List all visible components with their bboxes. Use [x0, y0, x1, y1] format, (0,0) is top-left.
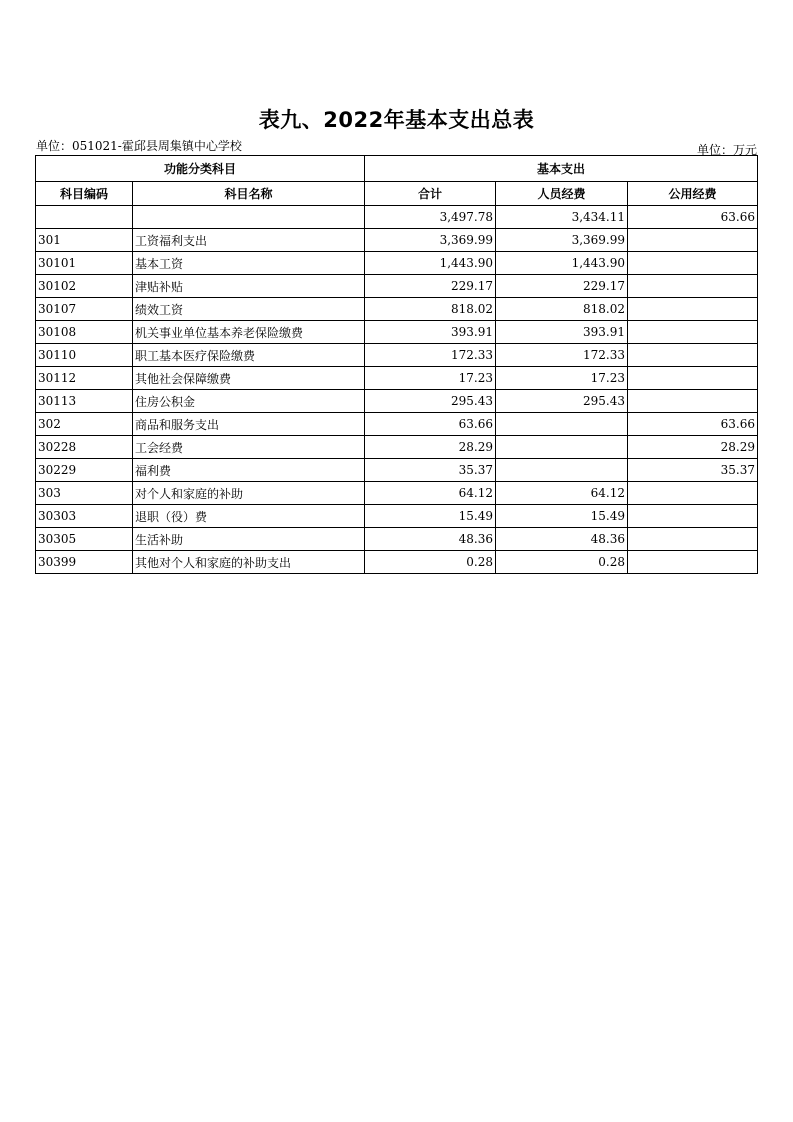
table-body	[36, 206, 758, 574]
cell-public	[628, 367, 758, 390]
header-total: 合计	[365, 182, 496, 206]
cell-name: 津贴补贴	[133, 275, 365, 298]
table-row	[36, 275, 758, 298]
cell-total: 172.33	[365, 344, 496, 367]
cell-personnel: 0.28	[496, 551, 628, 574]
cell-code: 30101	[36, 252, 133, 275]
cell-personnel: 1,443.90	[496, 252, 628, 275]
header-basic-expenditure: 基本支出	[365, 156, 758, 182]
cell-public	[628, 229, 758, 252]
table-row	[36, 229, 758, 252]
table-row	[36, 413, 758, 436]
cell-personnel: 229.17	[496, 275, 628, 298]
header-personnel: 人员经费	[496, 182, 628, 206]
cell-name: 工资福利支出	[133, 229, 365, 252]
cell-public: 63.66	[628, 206, 758, 229]
cell-personnel: 48.36	[496, 528, 628, 551]
cell-code: 301	[36, 229, 133, 252]
cell-name: 绩效工资	[133, 298, 365, 321]
table-row	[36, 298, 758, 321]
cell-public: 35.37	[628, 459, 758, 482]
table-row	[36, 390, 758, 413]
cell-total: 3,497.78	[365, 206, 496, 229]
cell-name: 商品和服务支出	[133, 413, 365, 436]
table-row	[36, 252, 758, 275]
cell-public	[628, 252, 758, 275]
header-row-columns	[36, 182, 758, 206]
cell-code: 30305	[36, 528, 133, 551]
cell-code: 30110	[36, 344, 133, 367]
cell-personnel	[496, 459, 628, 482]
cell-personnel: 15.49	[496, 505, 628, 528]
cell-public	[628, 505, 758, 528]
cell-name: 职工基本医疗保险缴费	[133, 344, 365, 367]
cell-personnel: 295.43	[496, 390, 628, 413]
table-row	[36, 206, 758, 229]
header-function-category: 功能分类科目	[36, 156, 365, 182]
cell-personnel: 64.12	[496, 482, 628, 505]
cell-name: 福利费	[133, 459, 365, 482]
cell-name: 生活补助	[133, 528, 365, 551]
cell-code: 30113	[36, 390, 133, 413]
cell-public: 63.66	[628, 413, 758, 436]
cell-personnel: 818.02	[496, 298, 628, 321]
currency-unit-label: 单位：万元	[696, 143, 757, 157]
cell-public	[628, 551, 758, 574]
cell-public	[628, 298, 758, 321]
cell-total: 818.02	[365, 298, 496, 321]
header-code: 科目编码	[36, 182, 133, 206]
table-row	[36, 505, 758, 528]
cell-personnel: 3,369.99	[496, 229, 628, 252]
cell-public	[628, 344, 758, 367]
cell-code: 30303	[36, 505, 133, 528]
cell-total: 28.29	[365, 436, 496, 459]
cell-public	[628, 528, 758, 551]
cell-public	[628, 321, 758, 344]
cell-name: 对个人和家庭的补助	[133, 482, 365, 505]
cell-personnel: 3,434.11	[496, 206, 628, 229]
cell-personnel: 393.91	[496, 321, 628, 344]
cell-name: 住房公积金	[133, 390, 365, 413]
table-row	[36, 482, 758, 505]
cell-code: 30229	[36, 459, 133, 482]
cell-code: 303	[36, 482, 133, 505]
cell-total: 295.43	[365, 390, 496, 413]
cell-personnel: 172.33	[496, 344, 628, 367]
header-row-group	[36, 156, 758, 182]
cell-total: 3,369.99	[365, 229, 496, 252]
cell-total: 17.23	[365, 367, 496, 390]
header-name: 科目名称	[133, 182, 365, 206]
cell-total: 48.36	[365, 528, 496, 551]
cell-total: 63.66	[365, 413, 496, 436]
cell-total: 229.17	[365, 275, 496, 298]
table-row	[36, 344, 758, 367]
cell-total: 1,443.90	[365, 252, 496, 275]
table-row	[36, 367, 758, 390]
table-row	[36, 436, 758, 459]
cell-personnel: 17.23	[496, 367, 628, 390]
cell-name: 基本工资	[133, 252, 365, 275]
cell-code: 30108	[36, 321, 133, 344]
cell-personnel	[496, 413, 628, 436]
cell-total: 15.49	[365, 505, 496, 528]
cell-code: 30107	[36, 298, 133, 321]
cell-personnel	[496, 436, 628, 459]
cell-total: 64.12	[365, 482, 496, 505]
expenditure-table	[35, 155, 758, 574]
cell-public: 28.29	[628, 436, 758, 459]
cell-public	[628, 390, 758, 413]
table-row	[36, 528, 758, 551]
page-title: 表九、2022年基本支出总表	[258, 108, 535, 132]
cell-code: 30102	[36, 275, 133, 298]
cell-code: 30228	[36, 436, 133, 459]
cell-code: 302	[36, 413, 133, 436]
table-row	[36, 551, 758, 574]
cell-total: 393.91	[365, 321, 496, 344]
cell-code	[36, 206, 133, 229]
cell-name: 其他对个人和家庭的补助支出	[133, 551, 365, 574]
unit-label: 单位：051021-霍邱县周集镇中心学校	[36, 139, 242, 153]
table-row	[36, 321, 758, 344]
cell-name: 退职（役）费	[133, 505, 365, 528]
cell-total: 35.37	[365, 459, 496, 482]
header-public: 公用经费	[628, 182, 758, 206]
cell-total: 0.28	[365, 551, 496, 574]
cell-name	[133, 206, 365, 229]
cell-name: 其他社会保障缴费	[133, 367, 365, 390]
cell-name: 工会经费	[133, 436, 365, 459]
cell-code: 30112	[36, 367, 133, 390]
table-row	[36, 459, 758, 482]
cell-public	[628, 275, 758, 298]
cell-public	[628, 482, 758, 505]
cell-name: 机关事业单位基本养老保险缴费	[133, 321, 365, 344]
cell-code: 30399	[36, 551, 133, 574]
